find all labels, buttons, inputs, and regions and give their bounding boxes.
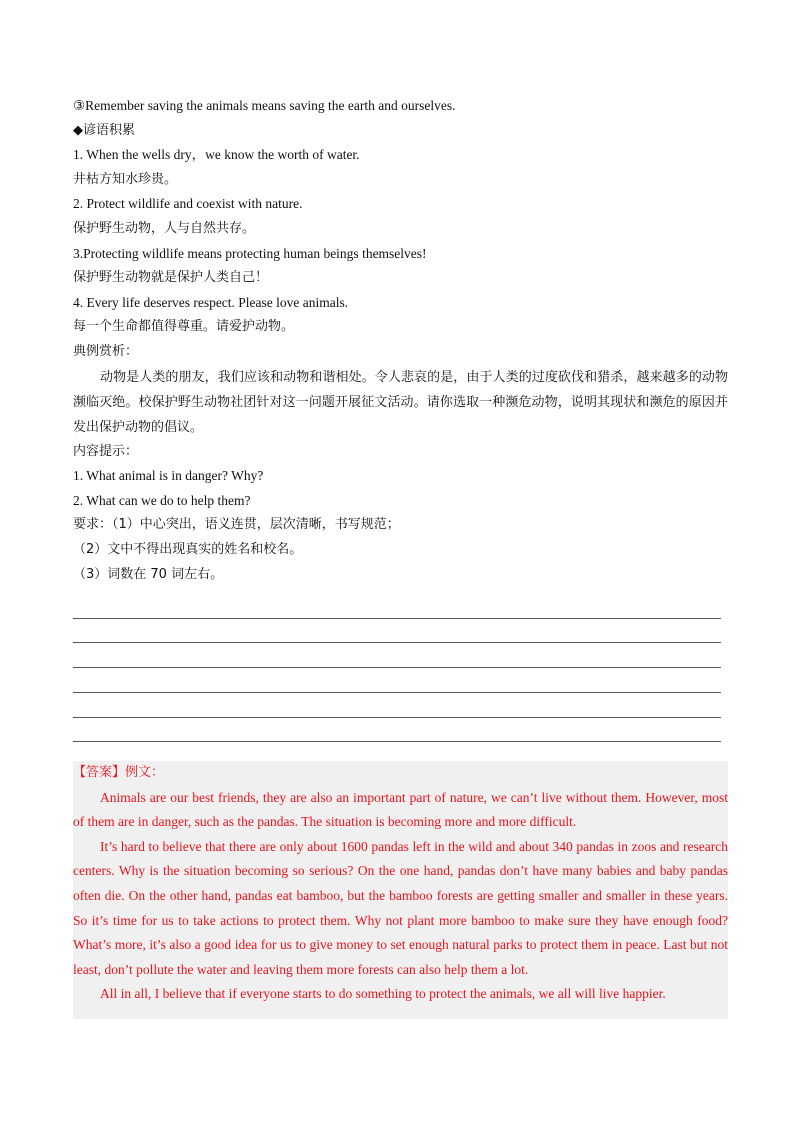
blank-line[interactable] bbox=[73, 668, 721, 693]
main-content bbox=[73, 94, 728, 767]
hint-item: 1. What animal is in danger? Why? bbox=[73, 468, 264, 484]
proverb-cn: 保护野生动物就是保护人类自己！ bbox=[73, 270, 269, 286]
proverb-cn: 每一个生命都值得尊重。请爱护动物。 bbox=[73, 319, 295, 335]
answer-box bbox=[73, 761, 728, 1019]
answer-paragraph: Animals are our best friends, they are also an important part of nature, we can’t live without them. However, most of them are in danger, such as the pandas. The situation is becoming more and more difficult. bbox=[73, 789, 728, 830]
blank-line[interactable] bbox=[73, 693, 721, 718]
answer-paragraph: All in all, I believe that if everyone starts to do something to protect the animals, we all will live happier. bbox=[100, 986, 666, 1002]
requirement-item: 要求：（1）中心突出，语义连贯，层次清晰，书写规范； bbox=[73, 517, 400, 533]
proverb-en: 1. When the wells dry，we know the worth of water. bbox=[73, 147, 360, 163]
section-heading: ◆谚语积累 bbox=[73, 122, 135, 138]
proverb-en: 3.Protecting wildlife means protecting human beings themselves! bbox=[73, 245, 427, 261]
text-line: ③Remember saving the animals means saving the earth and ourselves. bbox=[73, 98, 456, 113]
proverb-cn: 保护野生动物，人与自然共存。 bbox=[73, 220, 256, 236]
answer-paragraph: It’s hard to believe that there are only about 1600 pandas left in the wild and about 340 pandas in zoos and research centers. Why is the situation becoming so serious? On the one hand, pandas don’t have many babies and baby pandas often die. On the other hand, pandas eat bamboo, but the bamboo forests are getting smaller and smaller in these years. So it’s time for us to take actions to protect them. Why not plant more bamboo to make sure they have enough food? What’s more, it’s also a good idea for us to give money to set enough natural parks to protect them in peace. Last but not least, don’t pollute the water and leaving them more forests can also help them a lot. bbox=[73, 838, 728, 977]
writing-prompt: 动物是人类的朋友，我们应该和动物和谐相处。令人悲哀的是，由于人类的过度砍伐和猎杀，越来越多的动物濒临灭绝。校保护野生动物社团针对这一问题开展征文活动。请你选取一种濒危动物，说明其现状和濒危的原因并发出保护动物的倡议。 bbox=[73, 369, 728, 435]
blank-line[interactable] bbox=[73, 594, 721, 619]
proverb-cn: 井枯方知水珍贵。 bbox=[73, 171, 178, 187]
section-heading: 典例赏析： bbox=[73, 343, 139, 359]
requirement-item: （3）词数在 70 词左右。 bbox=[73, 566, 224, 582]
requirement-item: （2）文中不得出现真实的姓名和校名。 bbox=[73, 541, 303, 557]
proverb-en: 4. Every life deserves respect. Please love animals. bbox=[73, 294, 349, 310]
blank-line[interactable] bbox=[73, 643, 721, 668]
blank-line[interactable] bbox=[73, 718, 721, 743]
section-heading: 内容提示： bbox=[73, 443, 139, 459]
answer-heading: 【答案】例文： bbox=[73, 765, 165, 780]
proverb-en: 2. Protect wildlife and coexist with nature. bbox=[73, 196, 303, 212]
hint-item: 2. What can we do to help them? bbox=[73, 492, 251, 508]
answer-lines bbox=[73, 594, 728, 767]
blank-line[interactable] bbox=[73, 619, 721, 644]
